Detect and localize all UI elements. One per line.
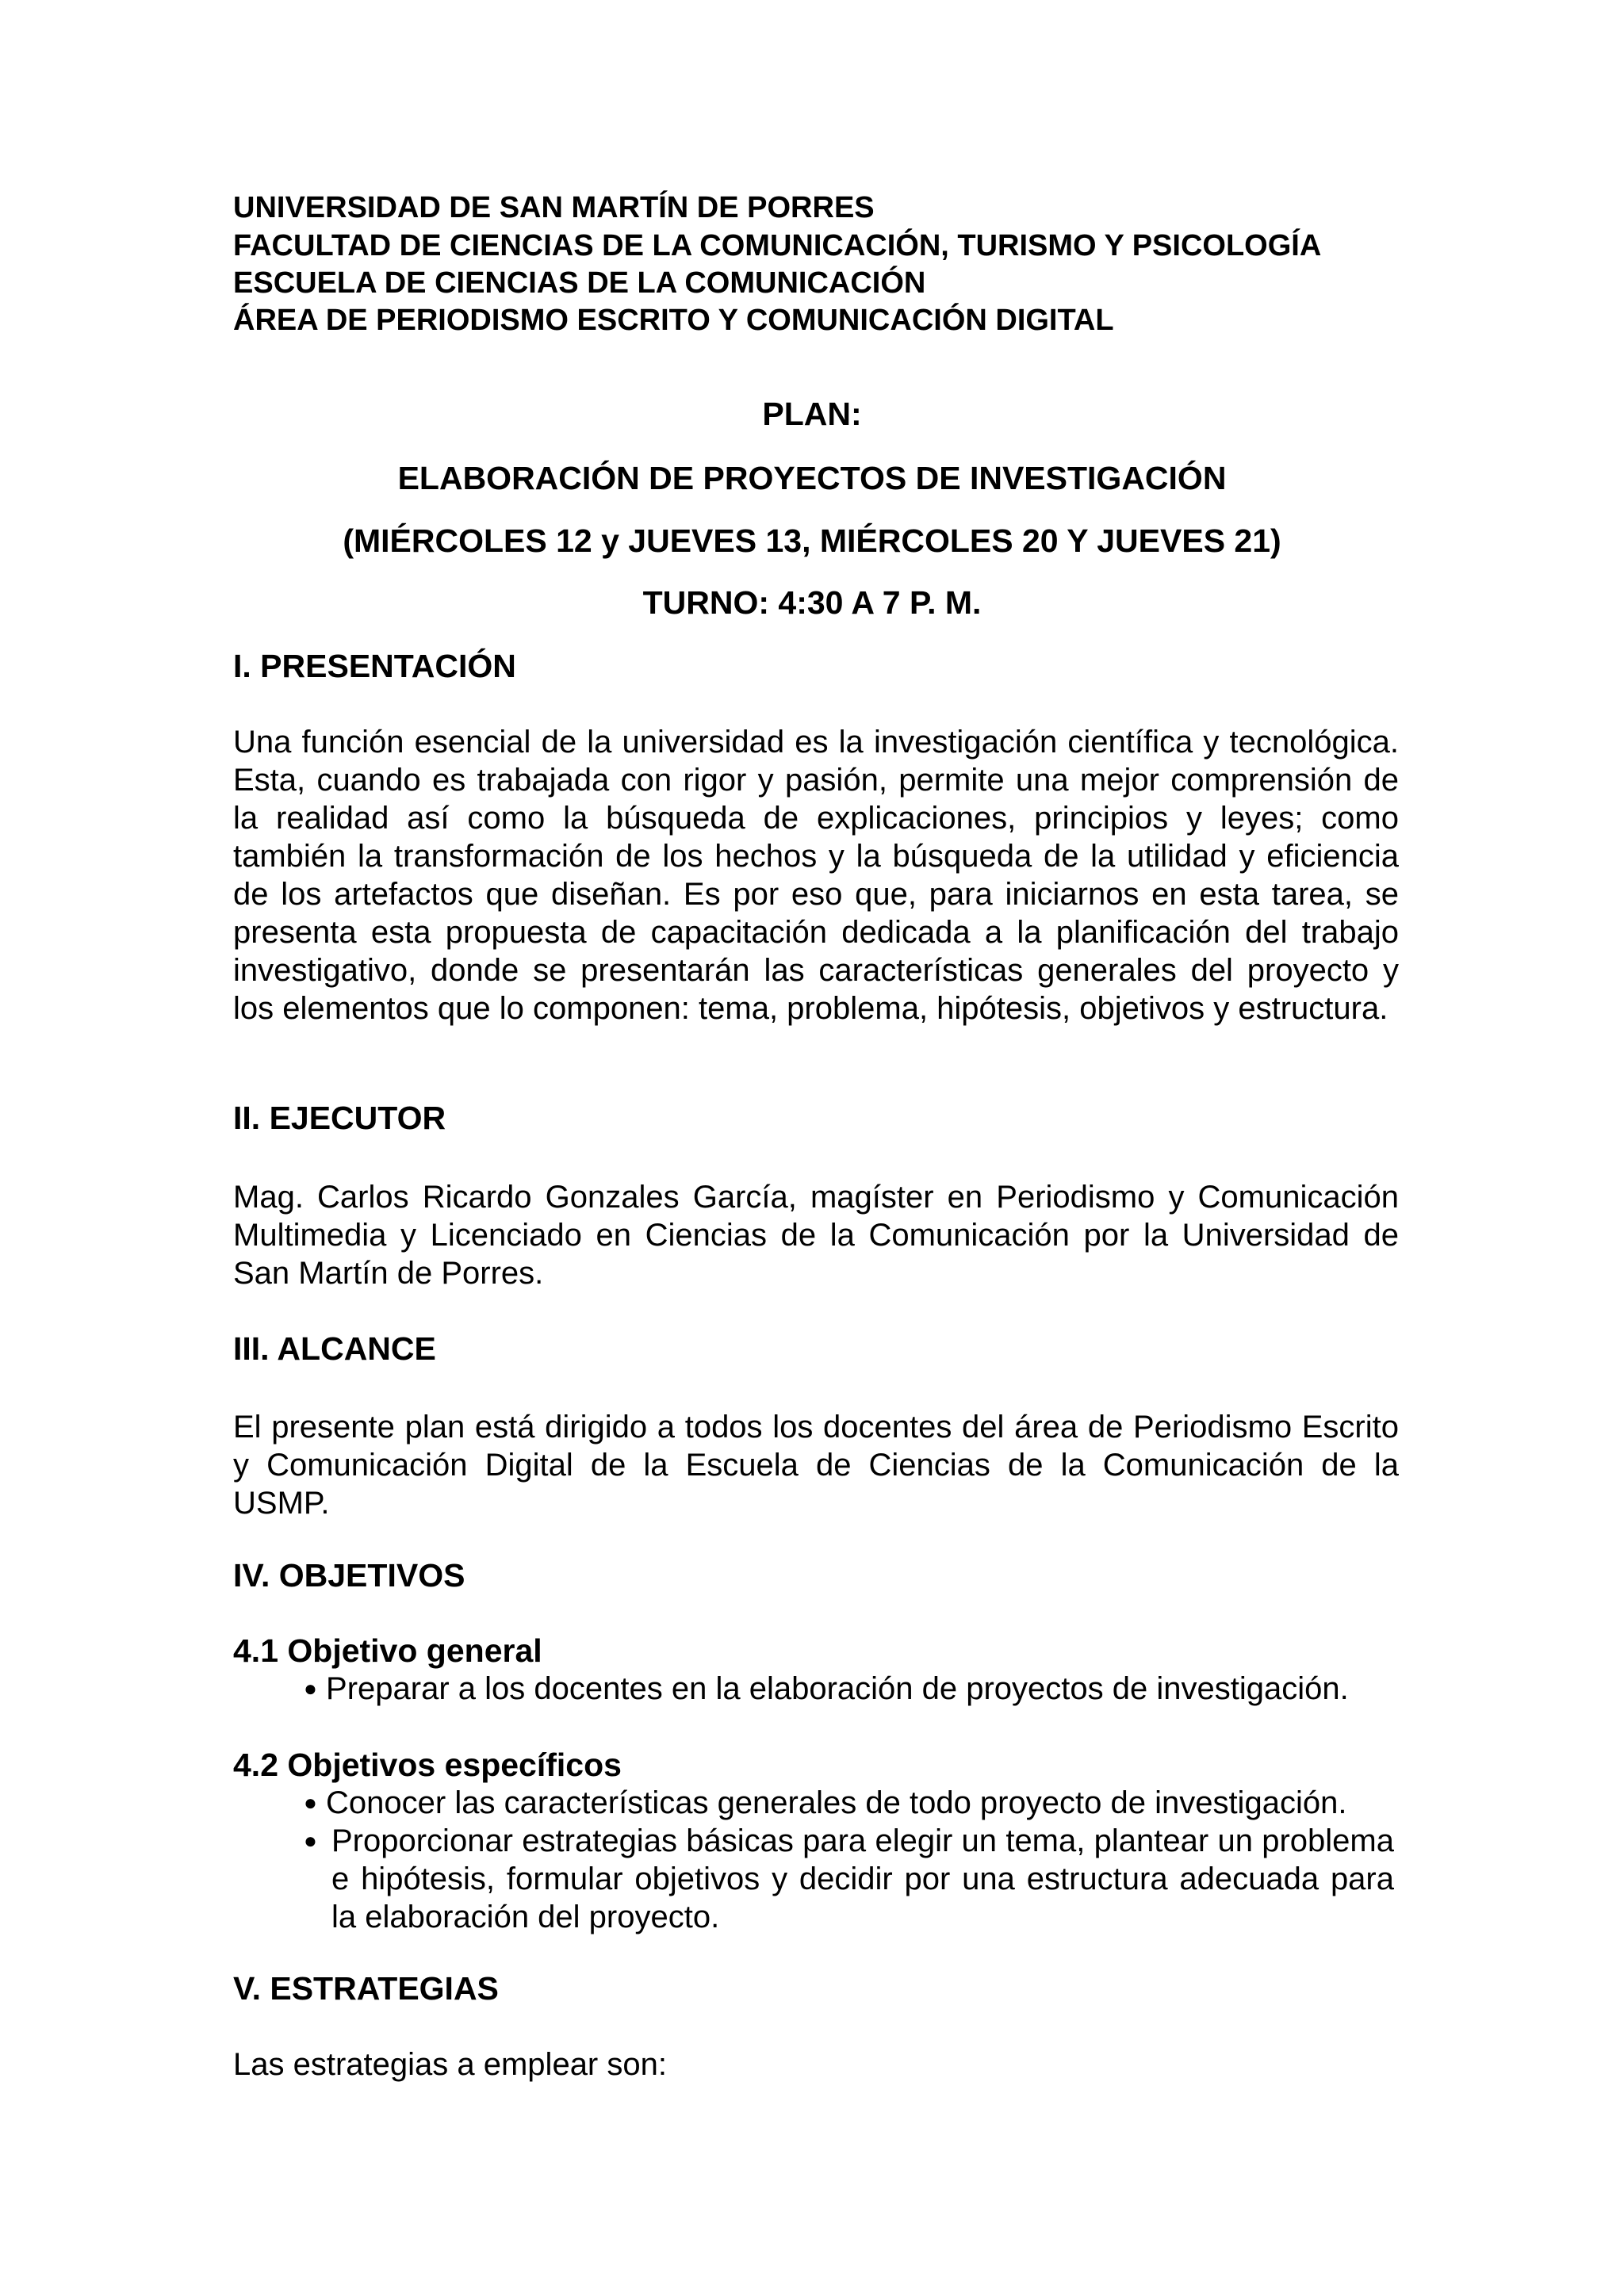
list-item-text: Proporcionar estrategias básicas para elegir un tema, plantear un problema e hipótesis, formular objetivos y decidir por una estructura adecuada para la elaboración del proyecto. xyxy=(331,1823,1394,1934)
section-heading-objetivos: IV. OBJETIVOS xyxy=(233,1557,465,1594)
paragraph-ejecutor: Mag. Carlos Ricardo Gonzales García, magíster en Periodismo y Comunicación Multimedia y Licenciado en Ciencias de la Comunicación por la Universidad de San Martín de Porres. xyxy=(233,1180,1399,1291)
subheading-objetivos-especificos: 4.2 Objetivos específicos xyxy=(233,1747,622,1783)
section-heading-ejecutor: II. EJECUTOR xyxy=(233,1100,446,1136)
list-item-text: Conocer las características generales de todo proyecto de investigación. xyxy=(326,1785,1347,1820)
section-heading-alcance: III. ALCANCE xyxy=(233,1330,436,1367)
title-turno: TURNO: 4:30 A 7 P. M. xyxy=(642,584,982,621)
list-item xyxy=(304,1784,1346,1822)
title-plan: PLAN: xyxy=(762,396,862,432)
section-text-presentacion xyxy=(233,723,1399,1027)
paragraph-estrategias: Las estrategias a emplear son: xyxy=(233,2047,667,2082)
list-item-text: Preparar a los docentes en la elaboración de proyectos de investigación. xyxy=(326,1671,1349,1706)
subheading-objetivo-general: 4.1 Objetivo general xyxy=(233,1632,542,1669)
paragraph-presentacion: Una función esencial de la universidad es la investigación científica y tecnológica. Esta, cuando es trabajada con rigor y pasión, permite una mejor comprensión de la realidad así como la búsqueda de explicaciones, principios y leyes; como también la transformación de los hechos y la búsqueda de la utilidad y eficiencia de los artefactos que diseñan. Es por eso que, para iniciarnos en esta tarea, se presenta esta propuesta de capacitación dedicada a la planificación del trabajo investigativo, donde se presentarán las características generales del proyecto y los elementos que lo componen: tema, problema, hipótesis, objetivos y estructura. xyxy=(233,725,1399,1026)
title-dates: (MIÉRCOLES 12 y JUEVES 13, MIÉRCOLES 20 Y JUEVES 21) xyxy=(343,522,1281,559)
bullet-icon: ● xyxy=(304,1790,317,1815)
section-text-ejecutor xyxy=(233,1178,1399,1292)
list-item xyxy=(304,1822,1394,1936)
section-heading-presentacion: I. PRESENTACIÓN xyxy=(233,648,516,684)
header-university: UNIVERSIDAD DE SAN MARTÍN DE PORRES xyxy=(233,191,875,224)
header-school: ESCUELA DE CIENCIAS DE LA COMUNICACIÓN xyxy=(233,266,926,300)
title-main: ELABORACIÓN DE PROYECTOS DE INVESTIGACIÓN xyxy=(397,460,1227,496)
bullet-icon: ● xyxy=(304,1676,317,1701)
list-item xyxy=(304,1670,1349,1708)
bullet-icon: ● xyxy=(304,1828,317,1853)
header-area: ÁREA DE PERIODISMO ESCRITO Y COMUNICACIÓN DIGITAL xyxy=(233,304,1114,337)
header-faculty: FACULTAD DE CIENCIAS DE LA COMUNICACIÓN, TURISMO Y PSICOLOGÍA xyxy=(233,229,1322,262)
paragraph-alcance: El presente plan está dirigido a todos los docentes del área de Periodismo Escrito y Comunicación Digital de la Escuela de Ciencias de la Comunicación de la USMP. xyxy=(233,1410,1399,1521)
section-text-alcance xyxy=(233,1408,1399,1522)
section-heading-estrategias: V. ESTRATEGIAS xyxy=(233,1970,499,2007)
